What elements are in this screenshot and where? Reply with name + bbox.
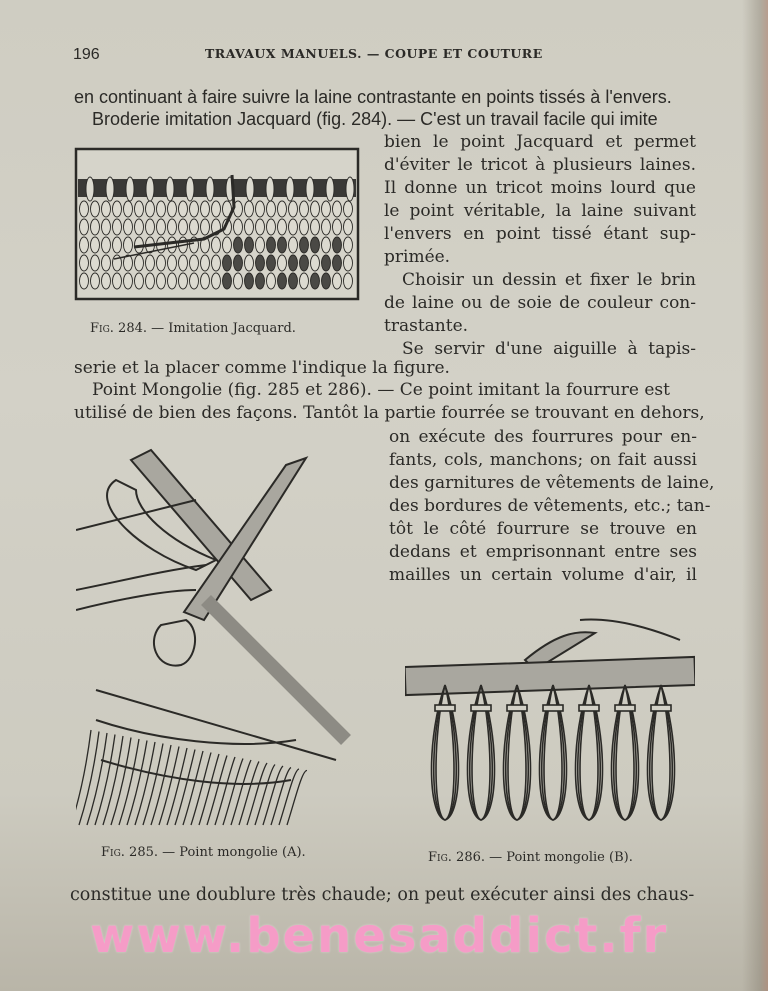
stitch bbox=[168, 255, 177, 271]
stitch bbox=[113, 237, 122, 253]
text-line: l'envers en point tissé étant sup- bbox=[384, 224, 696, 244]
stitch bbox=[190, 201, 199, 217]
text-line: de laine ou de soie de couleur con- bbox=[384, 293, 696, 313]
fringe-strand bbox=[199, 754, 219, 825]
stitch bbox=[168, 219, 177, 235]
stitch bbox=[333, 237, 342, 253]
stitch bbox=[245, 255, 254, 271]
text-line: Choisir un dessin et fixer le brin bbox=[402, 270, 696, 290]
needle-loop bbox=[186, 177, 194, 201]
page-number: 196 bbox=[73, 46, 100, 63]
needle-loop bbox=[266, 177, 274, 201]
needle-loop bbox=[166, 177, 174, 201]
stitch bbox=[311, 219, 320, 235]
stitch bbox=[201, 201, 210, 217]
stitch bbox=[80, 237, 89, 253]
stitch bbox=[135, 273, 144, 289]
stitch bbox=[344, 237, 353, 253]
stitch bbox=[223, 273, 232, 289]
figure-286-caption bbox=[428, 850, 633, 865]
stitch bbox=[91, 273, 100, 289]
stitch bbox=[344, 219, 353, 235]
caption-text: 284. — Imitation Jacquard. bbox=[118, 321, 296, 336]
stitch bbox=[168, 273, 177, 289]
stitch bbox=[124, 201, 133, 217]
stitch bbox=[146, 273, 155, 289]
stitch bbox=[190, 255, 199, 271]
stitch bbox=[245, 273, 254, 289]
stitch bbox=[223, 255, 232, 271]
stitch bbox=[278, 201, 287, 217]
stitch bbox=[80, 255, 89, 271]
stitch bbox=[102, 273, 111, 289]
stitch bbox=[201, 255, 210, 271]
loop-tie bbox=[543, 705, 563, 711]
stitch bbox=[157, 255, 166, 271]
stitch bbox=[278, 219, 287, 235]
stitch bbox=[113, 201, 122, 217]
stitch bbox=[91, 219, 100, 235]
needle-loop bbox=[206, 177, 214, 201]
stitch bbox=[256, 201, 265, 217]
stitch bbox=[289, 201, 298, 217]
loop-tie bbox=[615, 705, 635, 711]
text-line: Il donne un tricot moins lourd que bbox=[384, 178, 696, 198]
text-line: constitue une doublure très chaude; on peut exécuter ainsi des chaus- bbox=[70, 885, 695, 905]
page-edge-shadow bbox=[742, 0, 768, 991]
stitch bbox=[212, 255, 221, 271]
text-line: utilisé de bien des façons. Tantôt la partie fourrée se trouvant en dehors, bbox=[74, 403, 705, 423]
stitch bbox=[267, 219, 276, 235]
text-line: Se servir d'une aiguille à tapis- bbox=[402, 339, 696, 359]
stitch bbox=[80, 273, 89, 289]
text-line: le point véritable, la laine suivant bbox=[384, 201, 696, 221]
stitch bbox=[278, 273, 287, 289]
figure-286-loops-illustration bbox=[405, 605, 695, 840]
text-line: fants, cols, manchons; on fait aussi bbox=[389, 450, 697, 470]
stitch bbox=[201, 273, 210, 289]
stitch bbox=[267, 201, 276, 217]
stitch bbox=[245, 219, 254, 235]
stitch bbox=[333, 255, 342, 271]
needle-loop bbox=[286, 177, 294, 201]
stitch bbox=[157, 219, 166, 235]
stitch bbox=[91, 237, 100, 253]
caption-text: 285. — Point mongolie (A). bbox=[129, 845, 306, 860]
stitch bbox=[168, 237, 177, 253]
stitch bbox=[179, 219, 188, 235]
stitch bbox=[135, 255, 144, 271]
stitch bbox=[256, 219, 265, 235]
stitch bbox=[102, 201, 111, 217]
stitch bbox=[234, 219, 243, 235]
stitch bbox=[212, 237, 221, 253]
stitch bbox=[201, 219, 210, 235]
stitch bbox=[245, 201, 254, 217]
stitch bbox=[223, 237, 232, 253]
stitch bbox=[179, 273, 188, 289]
stitch bbox=[333, 273, 342, 289]
stitch bbox=[311, 255, 320, 271]
stitch bbox=[333, 219, 342, 235]
stitch bbox=[300, 201, 309, 217]
stitch bbox=[113, 219, 122, 235]
text-line: tôt le côté fourrure se trouve en bbox=[389, 519, 697, 539]
stitch bbox=[124, 273, 133, 289]
stitch bbox=[190, 219, 199, 235]
text-line: des garnitures de vêtements de laine, bbox=[389, 473, 715, 493]
stitch bbox=[300, 237, 309, 253]
stitch bbox=[333, 201, 342, 217]
needle-loop bbox=[126, 177, 134, 201]
stitch bbox=[80, 201, 89, 217]
text-line: en continuant à faire suivre la laine contrastante en points tissés à l'envers. bbox=[74, 87, 672, 107]
stitch bbox=[146, 201, 155, 217]
needle-loop bbox=[326, 177, 334, 201]
stitch bbox=[245, 237, 254, 253]
stitch bbox=[102, 237, 111, 253]
loop-tie bbox=[507, 705, 527, 711]
stitch bbox=[267, 273, 276, 289]
loop-tie bbox=[471, 705, 491, 711]
figure-284-caption bbox=[90, 321, 296, 336]
fig-label: Fig. bbox=[428, 850, 452, 865]
text-line: bien le point Jacquard et permet bbox=[384, 132, 696, 152]
stitch bbox=[300, 219, 309, 235]
stitch bbox=[322, 255, 331, 271]
stitch bbox=[267, 255, 276, 271]
stitch bbox=[311, 237, 320, 253]
stitch bbox=[311, 201, 320, 217]
stitch bbox=[289, 255, 298, 271]
text-line: des bordures de vêtements, etc.; tan- bbox=[389, 496, 711, 516]
text-line: trastante. bbox=[384, 316, 469, 336]
text-line: serie et la placer comme l'indique la figure. bbox=[74, 358, 450, 378]
stitch bbox=[322, 237, 331, 253]
text-line: dedans et emprisonnant entre ses bbox=[389, 542, 697, 562]
figure-284-jacquard-illustration bbox=[74, 147, 360, 301]
stitch bbox=[289, 237, 298, 253]
stitch bbox=[168, 201, 177, 217]
stitch bbox=[278, 237, 287, 253]
stitch bbox=[102, 219, 111, 235]
stitch bbox=[190, 273, 199, 289]
stitch bbox=[124, 219, 133, 235]
stitch bbox=[311, 273, 320, 289]
stitch bbox=[80, 219, 89, 235]
figure-285-knitting-needles-illustration bbox=[76, 440, 366, 840]
caption-text: 286. — Point mongolie (B). bbox=[456, 850, 633, 865]
text-line: d'éviter le tricot à plusieurs laines. bbox=[384, 155, 696, 175]
text-line: primée. bbox=[384, 247, 451, 267]
stitch bbox=[234, 255, 243, 271]
stitch bbox=[212, 201, 221, 217]
stitch bbox=[289, 219, 298, 235]
loop-tie bbox=[579, 705, 599, 711]
figure-285-caption bbox=[101, 845, 306, 860]
stitch bbox=[267, 237, 276, 253]
stitch bbox=[179, 201, 188, 217]
text-line: mailles un certain volume d'air, il bbox=[389, 565, 697, 585]
stitch bbox=[146, 219, 155, 235]
section-broderie-jacquard: Broderie imitation Jacquard (fig. 284). — C'est un travail facile qui imite bbox=[92, 109, 658, 129]
fringe-strand bbox=[191, 753, 211, 826]
stitch bbox=[344, 255, 353, 271]
stitch bbox=[344, 201, 353, 217]
stitch bbox=[91, 201, 100, 217]
running-title: TRAVAUX MANUELS. — COUPE ET COUTURE bbox=[205, 46, 543, 61]
text-line: on exécute des fourrures pour en- bbox=[389, 427, 697, 447]
needle-loop bbox=[346, 177, 354, 201]
section-point-mongolie: Point Mongolie (fig. 285 et 286). — Ce point imitant la fourrure est bbox=[92, 380, 670, 400]
stitch bbox=[113, 273, 122, 289]
stitch bbox=[289, 273, 298, 289]
fringe-strand bbox=[207, 756, 227, 826]
needle-loop bbox=[86, 177, 94, 201]
stitch bbox=[212, 273, 221, 289]
needle-loop bbox=[106, 177, 114, 201]
stitch bbox=[322, 219, 331, 235]
stitch bbox=[256, 273, 265, 289]
needle-loop bbox=[306, 177, 314, 201]
fringe-strand bbox=[287, 770, 307, 825]
stitch bbox=[256, 237, 265, 253]
stitch bbox=[146, 255, 155, 271]
stitch bbox=[157, 201, 166, 217]
loop-tie bbox=[651, 705, 671, 711]
fig-label: Fig. bbox=[90, 321, 114, 336]
stitch bbox=[91, 255, 100, 271]
stitch bbox=[322, 273, 331, 289]
stitch bbox=[234, 273, 243, 289]
loop-tie bbox=[435, 705, 455, 711]
stitch bbox=[179, 255, 188, 271]
watermark: www.benesaddict.fr bbox=[90, 908, 669, 964]
fringe-strand bbox=[215, 757, 235, 825]
stitch bbox=[135, 201, 144, 217]
stitch bbox=[300, 255, 309, 271]
needle-loop bbox=[146, 177, 154, 201]
fig-label: Fig. bbox=[101, 845, 125, 860]
stitch bbox=[344, 273, 353, 289]
fringe-strand bbox=[223, 759, 243, 826]
stitch bbox=[135, 219, 144, 235]
needle-loop bbox=[246, 177, 254, 201]
stitch bbox=[124, 237, 133, 253]
stitch bbox=[234, 237, 243, 253]
stitch bbox=[278, 255, 287, 271]
stitch bbox=[102, 255, 111, 271]
stitch bbox=[256, 255, 265, 271]
stitch bbox=[157, 273, 166, 289]
stitch bbox=[322, 201, 331, 217]
stitch bbox=[300, 273, 309, 289]
